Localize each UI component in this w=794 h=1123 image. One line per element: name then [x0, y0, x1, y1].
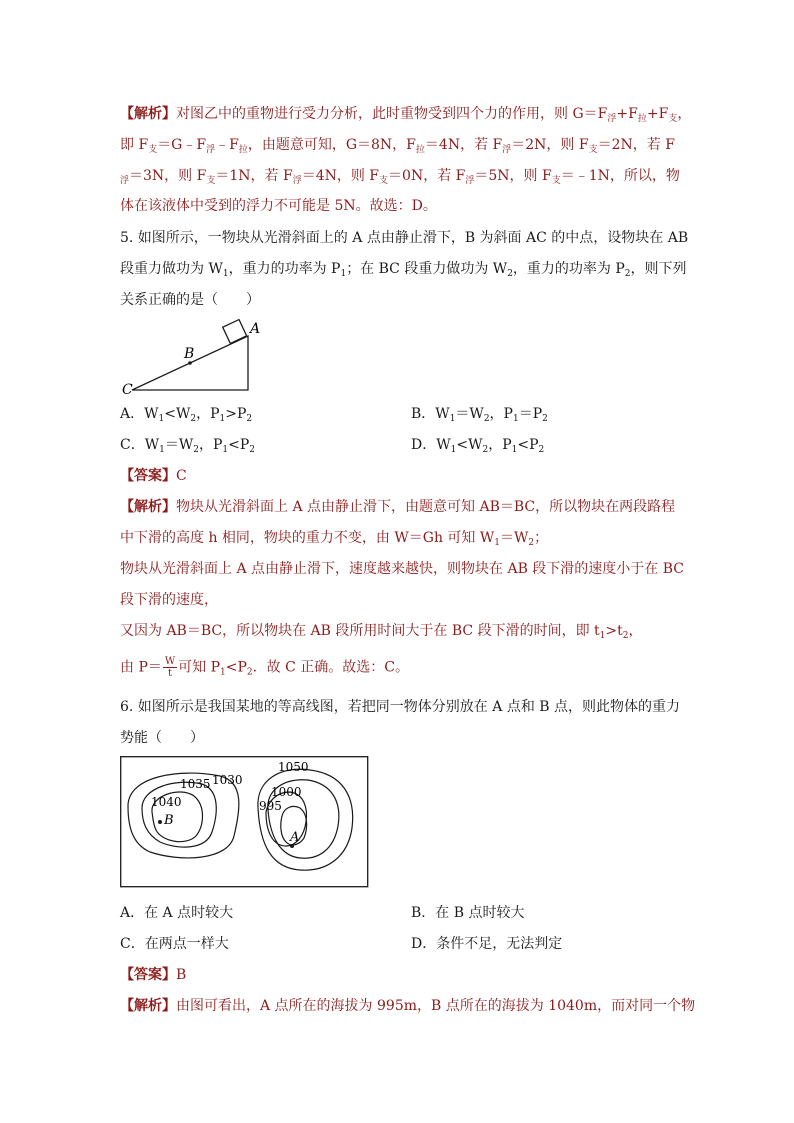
fraction	[163, 656, 177, 679]
text: ＝4N，若 F	[424, 137, 503, 153]
text: ，P	[488, 437, 512, 453]
text: ＝2N，若 F	[597, 137, 675, 153]
contour-label-1030: 1030	[212, 773, 243, 787]
subscript: 1	[511, 445, 518, 455]
subscript: 支	[148, 145, 158, 155]
subscript: 支	[668, 114, 678, 124]
text: ，由题意可知，G＝8N，F	[247, 137, 416, 153]
subscript: 1	[159, 445, 165, 455]
text: B．W	[411, 406, 450, 422]
subscript: 2	[246, 414, 253, 424]
text: ＝5N，则 F	[474, 168, 552, 184]
analysis-tag: 【解析】	[120, 998, 176, 1014]
q5-option-c[interactable]	[120, 435, 255, 455]
text: ＝2N，则 F	[511, 137, 589, 153]
q5-stem-line-3: 关系正确的是（ ）	[120, 292, 260, 308]
subscript: 1	[158, 414, 165, 424]
subscript: 2	[482, 445, 489, 455]
q4-analysis-line-3	[120, 166, 680, 186]
q4-analysis-line-1	[120, 104, 692, 124]
text: <P	[225, 659, 247, 676]
text: ＝G﹣F	[157, 137, 207, 153]
text: D．W	[411, 437, 451, 453]
q5-analysis-line-3: 物块从光滑斜面上 A 点由静止滑下，速度越来越快，则物块在 AB 段下滑的速度小于在 BC	[120, 561, 685, 577]
contour-label-1035: 1035	[180, 777, 211, 791]
text: <P	[228, 437, 250, 453]
subscript: 浮	[502, 145, 512, 155]
q6-analysis-line-1	[120, 996, 696, 1016]
text: >t	[605, 623, 623, 639]
q5-option-a[interactable]	[120, 404, 252, 424]
text: 中下滑的高度 h 相同，物块的重力不变，由 W＝Gh 可知 W	[120, 530, 495, 546]
contour-label-995: 995	[259, 799, 282, 813]
label-c: C	[122, 382, 133, 396]
text: ；	[534, 530, 549, 546]
subscript: 支	[379, 176, 389, 186]
label-a: A	[290, 830, 300, 845]
fraction-numerator: W	[164, 656, 176, 667]
q5-stem-line-2	[120, 259, 687, 279]
text: ＝0N，若 F	[388, 168, 466, 184]
subscript: 拉	[637, 114, 647, 124]
text: ，P	[196, 406, 220, 422]
subscript: 2	[483, 414, 490, 424]
subscript: 1	[512, 414, 519, 424]
subscript: 2	[193, 445, 199, 455]
subscript: 浮	[120, 176, 130, 186]
text: ＝1N，若 F	[215, 168, 293, 184]
q5-analysis-line-1	[120, 497, 680, 517]
subscript: 2	[622, 631, 629, 641]
subscript: 1	[220, 667, 226, 678]
subscript: 1	[450, 445, 457, 455]
answer-tag: 【答案】	[120, 468, 176, 484]
text: ，重力的功率为 P	[228, 261, 341, 277]
q5-analysis-line-2	[120, 528, 680, 548]
text: ，则下列	[630, 261, 687, 277]
q5-analysis-line-6	[120, 656, 680, 679]
subscript: 2	[542, 414, 548, 424]
q6-stem-line-2: 势能（ ）	[120, 730, 204, 746]
text: ，P	[489, 406, 513, 422]
text: C．W	[120, 437, 160, 453]
subscript: 拉	[415, 145, 425, 155]
text: ＝4N，则 F	[301, 168, 380, 184]
text: 可知 P	[178, 659, 221, 676]
subscript: 1	[219, 414, 226, 424]
text: A．W	[120, 406, 159, 422]
text: <W	[456, 437, 483, 453]
text: ＝W	[455, 406, 484, 422]
q5-option-d[interactable]	[411, 435, 544, 455]
text: 又因为 AB＝BC，所以物块在 AB 段所用时间大于在 BC 段下滑的时间，即 t	[120, 623, 600, 639]
q6-option-c[interactable]: C．在两点一样大	[120, 936, 229, 952]
subscript: 2	[507, 269, 513, 279]
contour-label-1000: 1000	[271, 785, 302, 799]
text: ﹣F	[215, 137, 239, 153]
subscript: 1	[222, 445, 229, 455]
text: +F	[646, 106, 669, 122]
q5-analysis-line-5	[120, 621, 680, 641]
text: ．故 C 正确。故选：C。	[252, 659, 409, 676]
analysis-tag: 【解析】	[120, 499, 176, 515]
contour-label-1040: 1040	[151, 795, 182, 809]
text: 对图乙中的重物进行受力分析，此时重物受到四个力的作用，则 G＝F	[176, 106, 608, 122]
text: 由图可看出，A 点所在的海拔为 995m，B 点所在的海拔为 1040m，而对同一个物	[176, 998, 696, 1014]
subscript: 2	[624, 269, 631, 279]
text: <P	[517, 437, 539, 453]
answer-value: B	[176, 967, 187, 983]
contour-map-figure	[120, 756, 370, 890]
text: >P	[225, 406, 247, 422]
q6-stem-line-1: 6. 如图所示是我国某地的等高线图，若把同一物体分别放在 A 点和 B 点，则此物体的重力	[120, 699, 681, 715]
incline-figure	[118, 316, 268, 396]
q6-option-a[interactable]: A．在 A 点时较大	[120, 905, 234, 921]
subscript: 2	[538, 445, 545, 455]
subscript: 支	[206, 176, 216, 186]
text: 物块从光滑斜面上 A 点由静止滑下，由题意可知 AB＝BC，所以物块在两段路程	[176, 499, 676, 515]
text: ＝W	[499, 530, 529, 546]
label-b: B	[184, 346, 195, 362]
subscript: 拉	[238, 145, 248, 155]
label-b: B	[164, 813, 174, 828]
q5-analysis-line-4: 段下滑的速度，	[120, 592, 218, 608]
subscript: 1	[494, 538, 500, 548]
block	[223, 320, 247, 344]
text: ，	[677, 106, 692, 122]
subscript: 支	[551, 176, 561, 186]
text: ＝P	[518, 406, 543, 422]
q5-option-b[interactable]	[411, 404, 548, 424]
answer-value: C	[176, 468, 187, 484]
text: 段重力做功为 W	[120, 261, 223, 277]
q4-analysis-line-2	[120, 135, 680, 155]
subscript: 支	[588, 145, 598, 155]
q4-analysis-line-4: 体在该液体中受到的浮力不可能是 5N。故选：D。	[120, 198, 437, 214]
subscript: 2	[249, 445, 256, 455]
q6-option-b[interactable]: B．在 B 点时较大	[411, 905, 525, 921]
subscript: 2	[190, 414, 197, 424]
text: ，	[628, 623, 643, 639]
text: ＝﹣1N，所以，物	[560, 168, 680, 184]
text: ，重力的功率为 P	[512, 261, 625, 277]
subscript: 2	[246, 667, 253, 678]
q5-stem-line-1: 5. 如图所示，一物块从光滑斜面上的 A 点由静止滑下，B 为斜面 AC 的中点，设物块在 AB	[120, 230, 689, 246]
text: ＝W	[164, 437, 194, 453]
text: ；在 BC 段重力做功为 W	[346, 261, 508, 277]
subscript: 浮	[206, 145, 216, 155]
q6-answer	[120, 965, 680, 985]
text: ＝3N，则 F	[129, 168, 207, 184]
text: 由 P＝	[120, 659, 162, 676]
answer-tag: 【答案】	[120, 967, 176, 983]
q6-option-d[interactable]: D．条件不足，无法判定	[411, 936, 563, 952]
text: 即 F	[120, 137, 149, 153]
point-b	[158, 820, 162, 824]
subscript: 1	[449, 414, 456, 424]
subscript: 1	[222, 269, 229, 279]
text: +F	[616, 106, 638, 122]
text: <W	[164, 406, 191, 422]
label-a: A	[250, 321, 261, 337]
subscript: 2	[528, 538, 535, 548]
subscript: 浮	[292, 176, 302, 186]
fraction-denominator: t	[168, 668, 173, 679]
subscript: 1	[340, 269, 347, 279]
subscript: 浮	[465, 176, 475, 186]
subscript: 1	[599, 631, 606, 641]
q5-answer	[120, 466, 680, 486]
contour-label-1050: 1050	[278, 760, 309, 774]
analysis-tag: 【解析】	[120, 106, 176, 122]
subscript: 浮	[607, 114, 617, 124]
text: ，P	[198, 437, 223, 453]
